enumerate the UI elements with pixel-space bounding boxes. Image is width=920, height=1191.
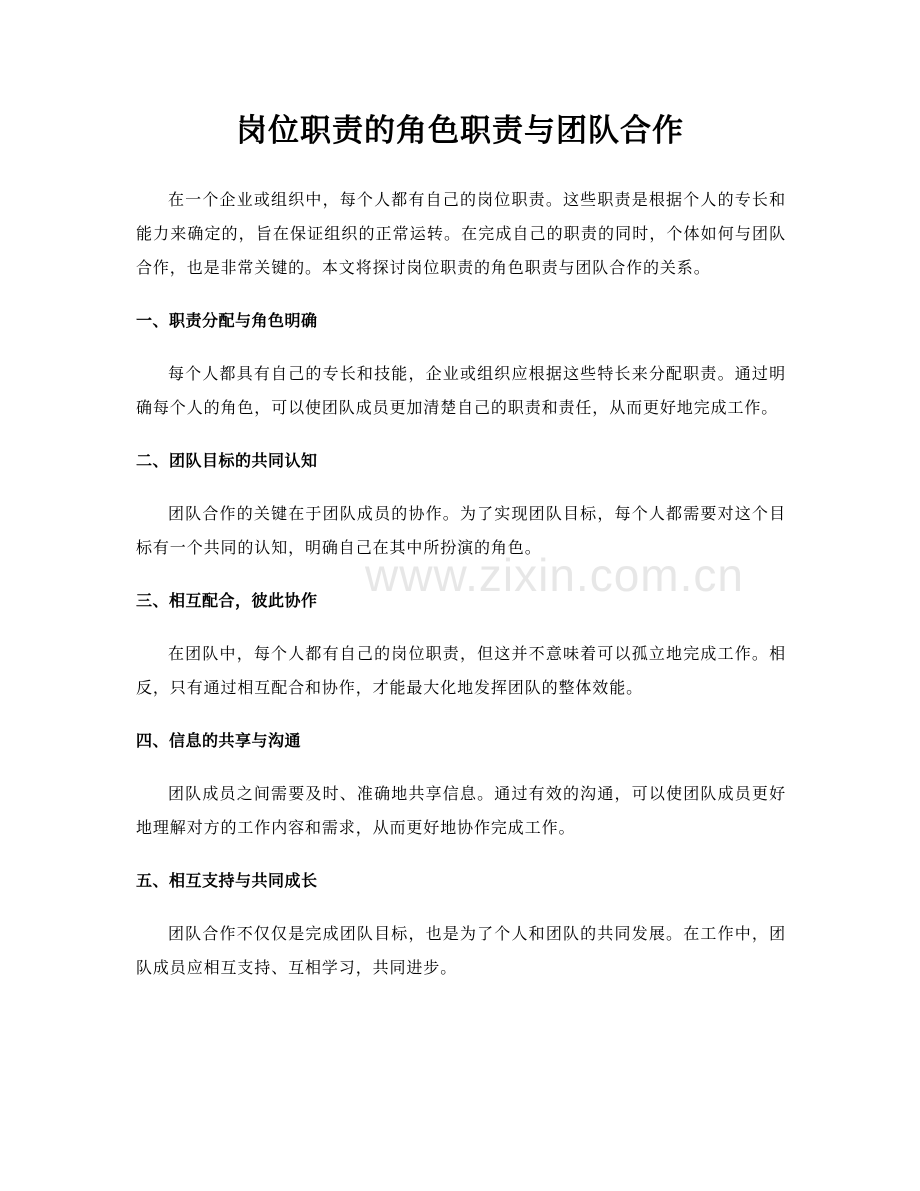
section-heading-3: 三、相互配合，彼此协作 xyxy=(136,591,318,610)
section-heading-2: 二、团队目标的共同认知 xyxy=(136,451,318,470)
section-paragraph-2: 团队合作的关键在于团队成员的协作。为了实现团队目标，每个人都需要对这个目标有一个共同的认知，明确自己在其中所扮演的角色。 xyxy=(136,504,786,557)
section-paragraph-3: 在团队中，每个人都有自己的岗位职责，但这并不意味着可以孤立地完成工作。相反，只有通过相互配合和协作，才能最大化地发挥团队的整体效能。 xyxy=(136,644,786,697)
section-heading-4: 四、信息的共享与沟通 xyxy=(136,731,302,750)
section-paragraph-5: 团队合作不仅仅是完成团队目标，也是为了个人和团队的共同发展。在工作中，团队成员应相互支持、互相学习，共同进步。 xyxy=(136,924,786,977)
section-paragraph-1: 每个人都具有自己的专长和技能，企业或组织应根据这些特长来分配职责。通过明确每个人的角色，可以使团队成员更加清楚自己的职责和责任，从而更好地完成工作。 xyxy=(136,364,786,417)
watermark: www.zixin.com.cn xyxy=(365,549,744,601)
page-title: 岗位职责的角色职责与团队合作 xyxy=(236,113,684,149)
intro-paragraph: 在一个企业或组织中，每个人都有自己的岗位职责。这些职责是根据个人的专长和能力来确定的，旨在保证组织的正常运转。在完成自己的职责的同时，个体如何与团队合作，也是非常关键的。本文将探讨岗位职责的角色职责与团队合作的关系。 xyxy=(136,190,786,277)
section-heading-1: 一、职责分配与角色明确 xyxy=(136,311,318,330)
section-paragraph-4: 团队成员之间需要及时、准确地共享信息。通过有效的沟通，可以使团队成员更好地理解对方的工作内容和需求，从而更好地协作完成工作。 xyxy=(136,784,786,837)
section-heading-5: 五、相互支持与共同成长 xyxy=(136,871,318,890)
document-body xyxy=(136,183,786,985)
